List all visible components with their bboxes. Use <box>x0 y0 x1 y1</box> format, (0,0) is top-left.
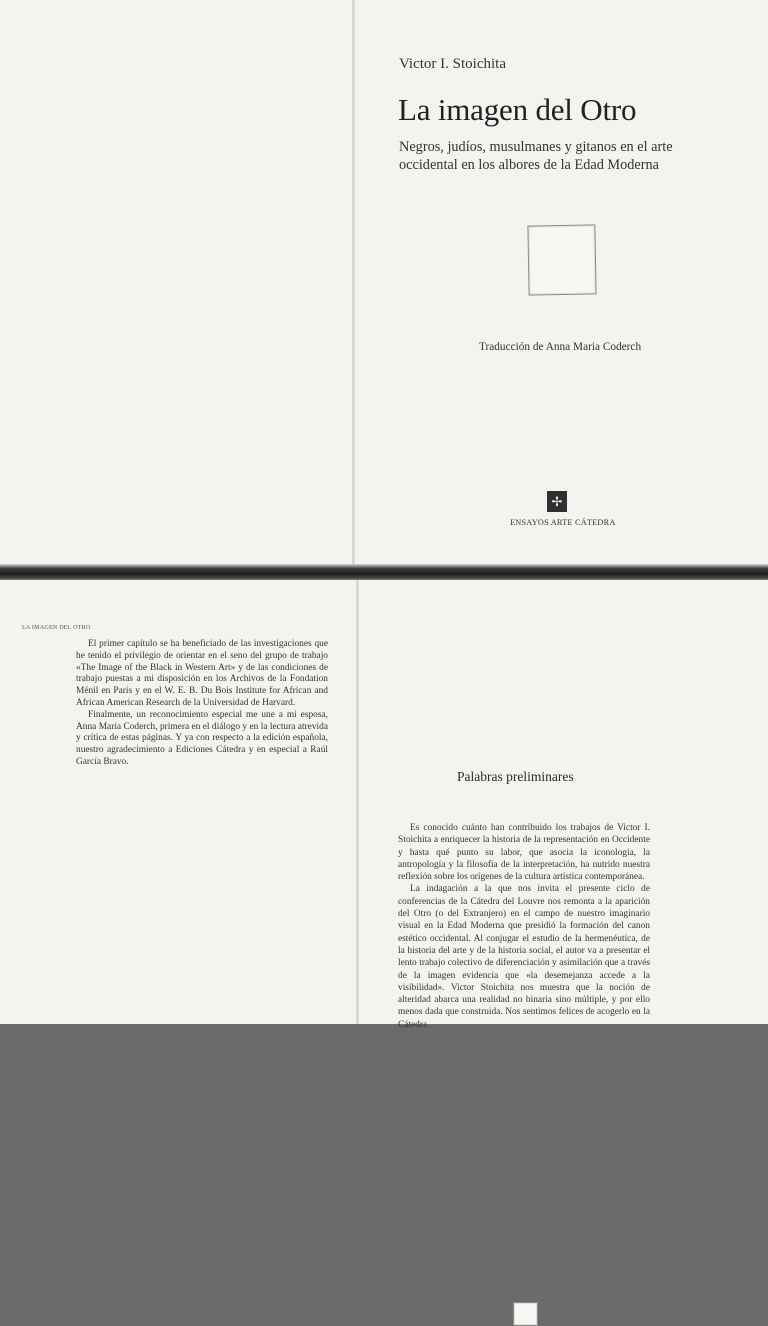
square-ornament-icon <box>527 224 596 295</box>
book-gutter <box>352 0 355 566</box>
left-page-body <box>76 639 328 769</box>
paragraph: Finalmente, un reconocimiento especial me une a mi esposa, Anna Maria Coderch, primera en el diálogo y en la lectura atrevida y crítica de estas páginas. Y ya con respecto a la edición española, nuestro agradecimiento a Ediciones Cátedra y en especial a Raúl García Bravo. <box>76 709 328 767</box>
book-subtitle: Negros, judíos, musulmanes y gitanos en el arte occidental en los albores de la Edad Moderna <box>399 139 673 173</box>
series-name: ENSAYOS ARTE CÁTEDRA <box>510 518 616 527</box>
square-ornament-icon <box>513 1302 538 1326</box>
running-head: LA IMAGEN DEL OTRO <box>22 625 91 631</box>
chapter-title: Palabras preliminares <box>457 769 574 784</box>
paragraph: La indagación a la que nos invita el presente ciclo de conferencias de la Cátedra del Louvre nos remonta a la aparición del Otro (o del Extranjero) en el campo de nuestro imaginario visual en la Edad Moderna que presidió la formación del canon estético occidental. Al conjugar el estudio de la hermenéutica, de la historia del arte y de la historia social, el autor va a presentar el lento trabajo colectivo de diferenciación y asimilación que a través de la imagen evidencia que «la desemejanza accede a la visibilidad». Victor Stoichita nos muestra que la noción de alteridad abarca una realidad no binaria sino múltiple, y por ello menos dada que construida. Nos sentimos felices de acogerlo en la Cátedra <box>398 884 650 1030</box>
paragraph: Es conocido cuánto han contribuido los trabajos de Victor I. Stoichita a enriquecer la historia de la representación en Occidente y hasta qué punto su labor, que asocia la iconología, la antropología y la filosofía de la interpretación, ha nutrido nuestra reflexión sobre los orígenes de la cultura artística contemporánea. <box>398 823 650 883</box>
author-name: Victor I. Stoichita <box>399 56 506 72</box>
right-page-body <box>398 822 650 1031</box>
paragraph: El primer capítulo se ha beneficiado de las investigaciones que he tenido el privilegio de orientar en el seno del grupo de trabajo «The Image of the Black in Western Art» y de las condiciones de trabajo puestas a mi disposición en los Archivos de la Fondation Ménil en París y en el W. E. B. Du Bois Institute for African and African American Research de la Universidad de Harvard. <box>76 639 328 708</box>
text-spread <box>0 580 768 1030</box>
book-gutter <box>356 580 359 1024</box>
book-title: La imagen del Otro <box>398 92 637 127</box>
title-spread <box>0 0 768 566</box>
publisher-logo-icon: ✢ <box>547 491 567 512</box>
translator-credit: Traducción de Anna Maria Coderch <box>479 341 642 353</box>
